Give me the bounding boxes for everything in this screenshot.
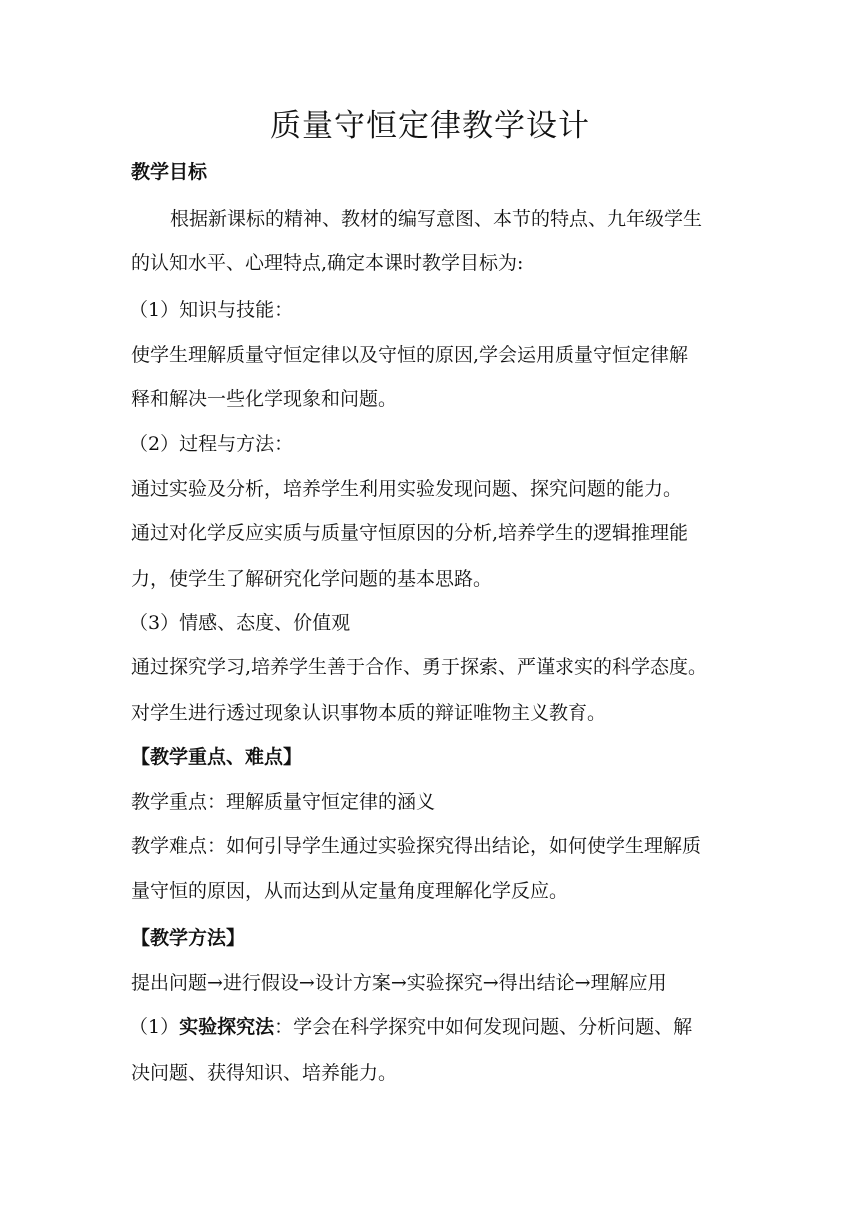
methods-heading: 【教学方法】	[131, 927, 246, 949]
objectives-heading: 教学目标	[131, 161, 208, 183]
process-line-1: 通过实验及分析，培养学生利用实验发现问题、探究问题的能力。	[131, 478, 683, 500]
objectives-intro-line-1: 根据新课标的精神、教材的编写意图、本节的特点、九年级学生	[170, 208, 703, 230]
objectives-intro-line-2: 的认知水平、心理特点,确定本课时教学目标为:	[131, 252, 524, 274]
knowledge-heading: （1）知识与技能：	[129, 299, 294, 321]
process-line-2: 通过对化学反应实质与质量守恒原因的分析,培养学生的逻辑推理能	[131, 522, 689, 544]
process-heading: （2）过程与方法：	[129, 433, 294, 455]
knowledge-line-2: 释和解决一些化学现象和问题。	[131, 388, 398, 410]
key-difficulty-line-2: 量守恒的原因，从而达到从定量角度理解化学反应。	[131, 880, 569, 902]
methods-flow: 提出问题→进行假设→设计方案→实验探究→得出结论→理解应用	[131, 972, 667, 994]
emotion-line-1: 通过探究学习,培养学生善于合作、勇于探索、严谨求实的科学态度。	[131, 656, 708, 678]
emotion-line-2: 对学生进行透过现象认识事物本质的辩证唯物主义教育。	[131, 702, 607, 724]
method-1-prefix: （1）	[129, 1016, 180, 1038]
key-points-heading: 【教学重点、难点】	[131, 746, 303, 768]
emotion-heading: （3）情感、态度、价值观	[129, 612, 351, 634]
process-line-3: 力，使学生了解研究化学问题的基本思路。	[131, 568, 493, 590]
key-difficulty-line-1: 教学难点：如何引导学生通过实验探究得出结论，如何使学生理解质	[131, 835, 702, 857]
method-1-name: 实验探究法	[179, 1016, 275, 1038]
method-1-text-1: ：学会在科学探究中如何发现问题、分析问题、解	[274, 1016, 693, 1038]
key-focus-line: 教学重点：理解质量守恒定律的涵义	[131, 791, 436, 813]
method-1-line-2: 决问题、获得知识、培养能力。	[131, 1062, 398, 1084]
document-title: 质量守恒定律教学设计	[270, 108, 590, 144]
knowledge-line-1: 使学生理解质量守恒定律以及守恒的原因,学会运用质量守恒定律解	[131, 344, 689, 366]
method-1-line-1	[129, 1012, 729, 1042]
